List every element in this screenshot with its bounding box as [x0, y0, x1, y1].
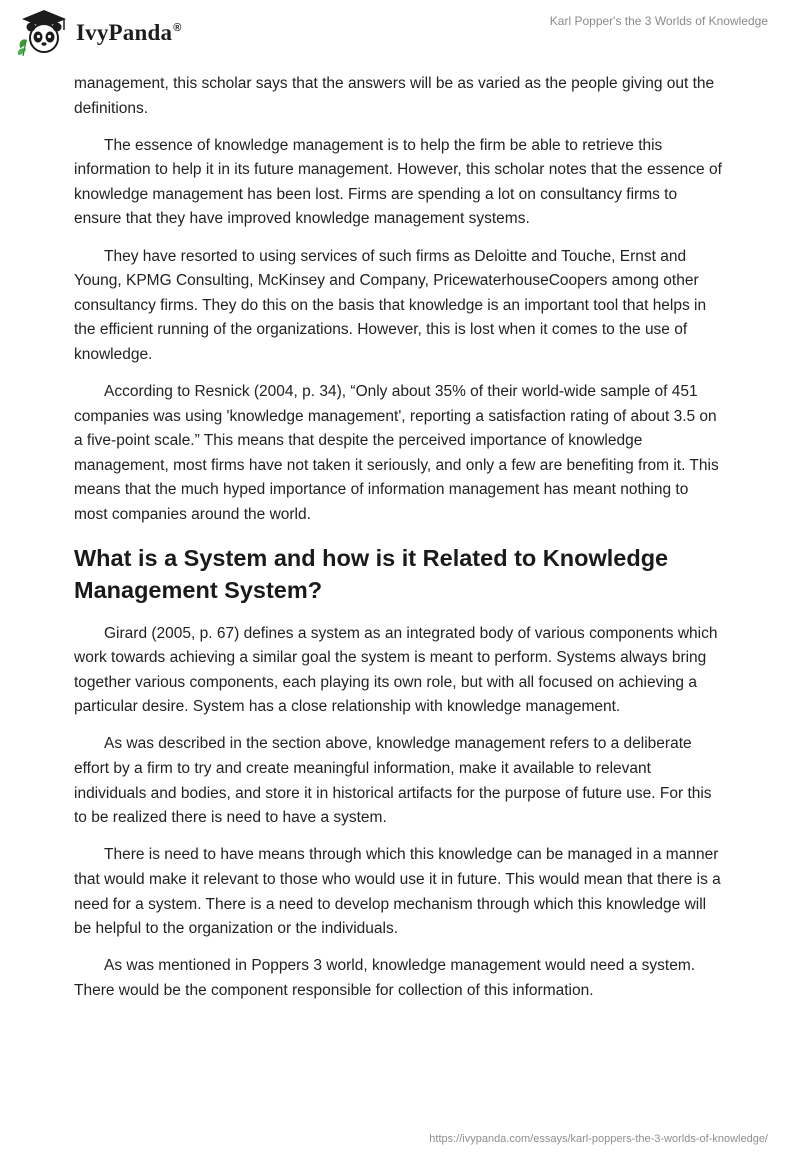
registered-mark: ® — [173, 22, 182, 35]
paragraph: Girard (2005, p. 67) defines a system as an integrated body of various components which work towards achieving a similar goal the system is meant to perform. Systems always bring together various components, each playing its own role, but with all focused on achieving a particular desire. System has a close relationship with knowledge management. — [74, 624, 718, 716]
paragraph-continued: management, this scholar says that the answers will be as varied as the people giving out the definitions. — [74, 75, 715, 117]
paragraph: According to Resnick (2004, p. 34), “Only about 35% of their world-wide sample of 451 companies was using 'knowledge management', reporting a satisfaction rating of about 3.5 on a five-point scale.” This means that despite the perceived importance of knowledge management, most firms have not taken it seriously, and only a few are benefiting from it. This means that the much hyped importance of information management has meant nothing to most companies around the world. — [74, 383, 719, 523]
document-title: Karl Popper's the 3 Worlds of Knowledge — [549, 14, 768, 28]
paragraph: As was mentioned in Poppers 3 world, knowledge management would need a system. There would be the component responsible for collection of this information. — [74, 957, 696, 999]
paragraph: There is need to have means through which this knowledge can be managed in a manner that would make it relevant to those who would use it in future. This would mean that there is a need for a system. There is a need to develop mechanism through which this knowledge will be helpful to the organization or the individuals. — [74, 846, 721, 938]
panda-graduate-icon — [14, 8, 74, 58]
page-header — [0, 0, 800, 64]
paragraph: They have resorted to using services of such firms as Deloitte and Touche, Ernst and Young, KPMG Consulting, McKinsey and Company, PricewaterhouseCoopers among other consultancy firms. They do this on the basis that knowledge is an important tool that helps in the efficient running of the organizations. However, this is lost when it comes to the use of knowledge. — [74, 247, 707, 363]
source-url[interactable]: https://ivypanda.com/essays/karl-poppers-the-3-worlds-of-knowledge/ — [429, 1133, 768, 1145]
brand-name: IvyPanda® — [76, 20, 182, 45]
article-body — [74, 72, 726, 1016]
paragraph: As was described in the section above, knowledge management refers to a deliberate effort by a firm to try and create meaningful information, make it available to relevant individuals and bodies, and store it in historical artifacts for the purpose of future use. For this to be realized there is need to have a system. — [74, 735, 712, 827]
logo[interactable] — [14, 8, 182, 58]
section-heading: What is a System and how is it Related to Knowledge Management System? — [74, 544, 669, 603]
paragraph: The essence of knowledge management is to help the firm be able to retrieve this information to help it in its future management. However, this scholar notes that the essence of knowledge management has been lost. Firms are spending a lot on consultancy firms to ensure that they have improved knowledge management systems. — [74, 136, 722, 228]
